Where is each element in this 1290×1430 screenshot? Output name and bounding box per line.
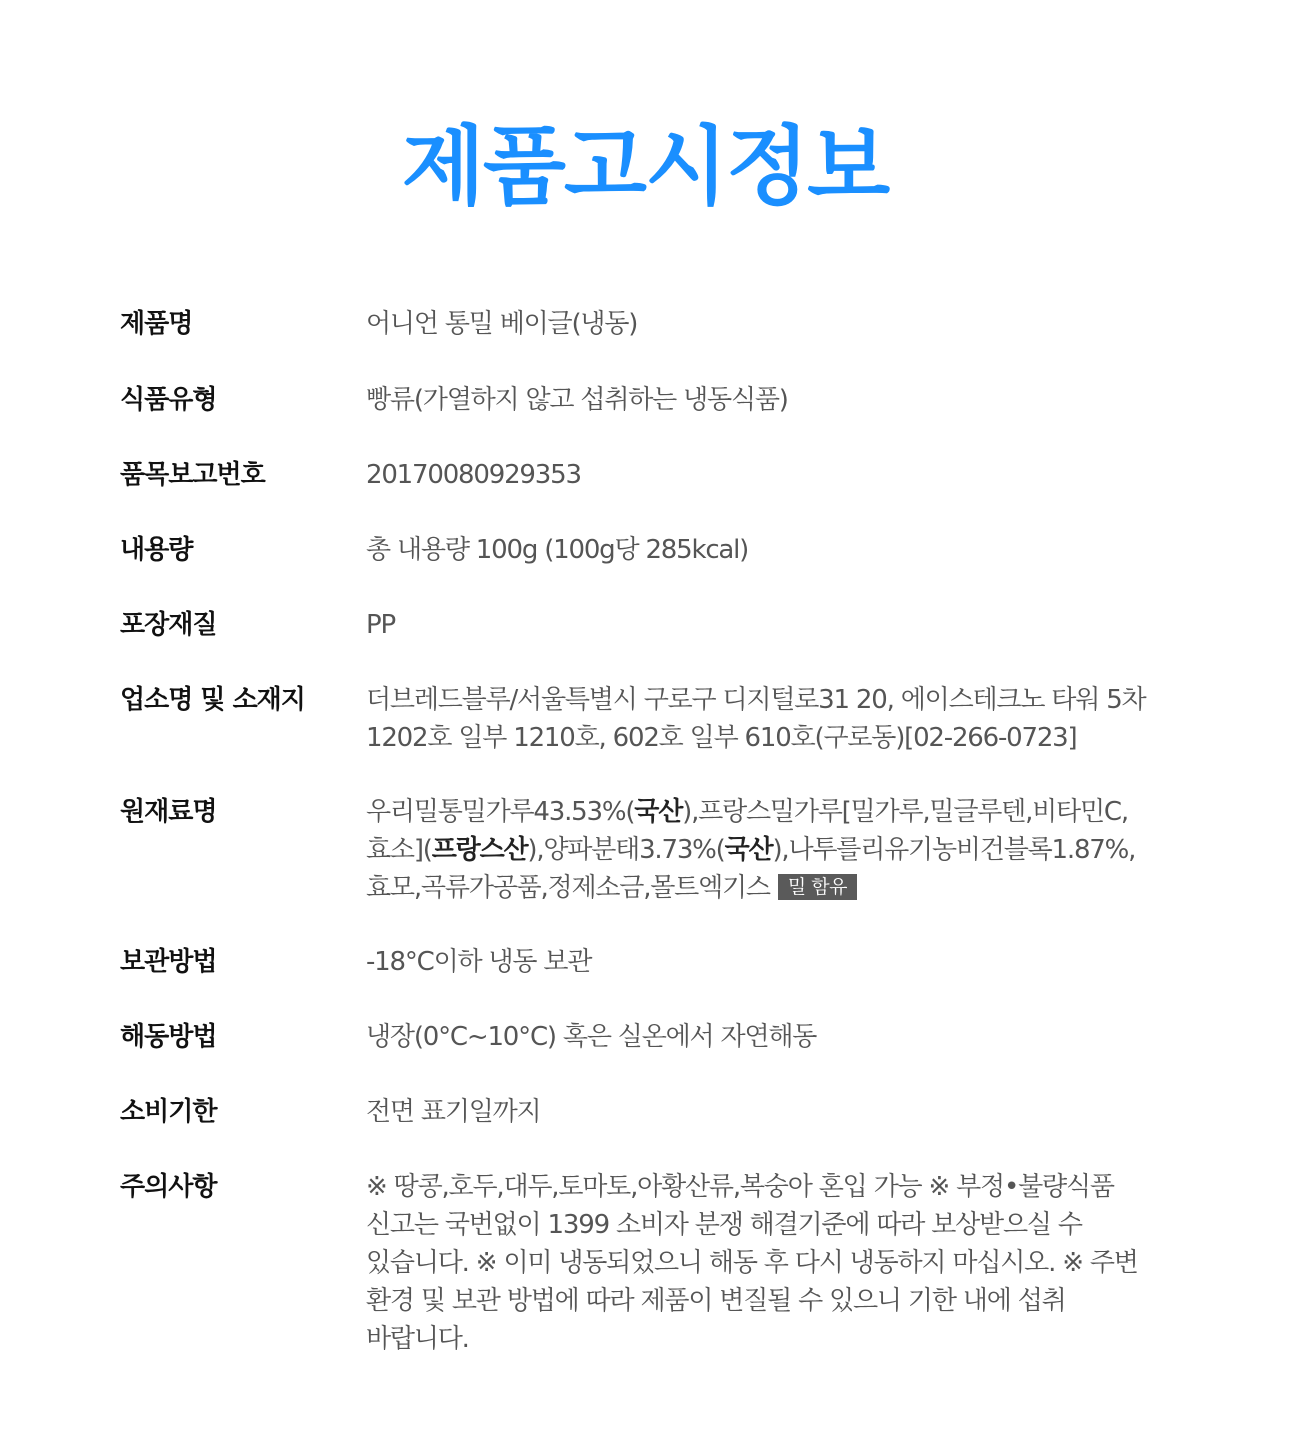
row-value: 20170080929353 [366, 460, 581, 490]
row-value: PP [366, 610, 395, 640]
row-label: 품목보고번호 [120, 460, 265, 490]
row-label: 원재료명 [120, 797, 217, 827]
row-value: 더브레드블루/서울특별시 구로구 디지털로31 20, 에이스테크노 타워 5차 1202호 일부 1210호, 602호 일부 610호(구로동)[02-266-0723] [366, 685, 1146, 753]
ingredient-text: ),프랑스밀가루[밀가루,밀글루텐,비타민C,효소]( [366, 797, 1128, 865]
row-label: 식품유형 [120, 385, 217, 415]
row-label: 주의사항 [120, 1172, 217, 1202]
page-title: 제품고시정보 [401, 117, 889, 217]
row-value: 전면 표기일까지 [366, 1097, 541, 1127]
row-label: 소비기한 [120, 1097, 217, 1127]
row-label: 포장재질 [120, 610, 217, 640]
row-value: 총 내용량 100g (100g당 285kcal) [366, 535, 749, 565]
row-label: 업소명 및 소재지 [120, 685, 305, 715]
ingredient-text: ),양파분태3.73%( [527, 835, 725, 865]
origin-highlight: 국산 [724, 835, 773, 865]
row-value: 어니언 통밀 베이글(냉동) [366, 309, 638, 339]
origin-highlight: 프랑스산 [431, 835, 528, 865]
row-value [366, 793, 1172, 907]
ingredient-text: ),나투를리유기농비건블록1.87%,효모,곡류가공품,정제소금,몰트엑기스 [366, 835, 1136, 903]
row-value: ※ 땅콩,호두,대두,토마토,아황산류,복숭아 혼입 가능 ※ 부정•불량식품 신고는 국번없이 1399 소비자 분쟁 해결기준에 따라 보상받으실 수 있습니다. ※ 이미 냉동되었으니 해동 후 다시 냉동하지 마십시오. ※ 주변 환경 및 보관 방법에 따라 제품이 변질될 수 있으니 기한 내에 섭취 바랍니다. [366, 1172, 1138, 1354]
ingredient-text: 우리밀통밀가루43.53%( [366, 797, 635, 827]
row-label: 제품명 [120, 309, 193, 339]
row-label: 해동방법 [120, 1022, 217, 1052]
row-value: -18°C이하 냉동 보관 [366, 947, 592, 977]
row-label: 보관방법 [120, 947, 217, 977]
row-label: 내용량 [120, 535, 193, 565]
origin-highlight: 국산 [634, 797, 683, 827]
row-value: 냉장(0°C~10°C) 혹은 실온에서 자연해동 [366, 1022, 817, 1052]
allergen-badge: 밀 함유 [778, 874, 857, 900]
row-value: 빵류(가열하지 않고 섭취하는 냉동식품) [366, 385, 788, 415]
